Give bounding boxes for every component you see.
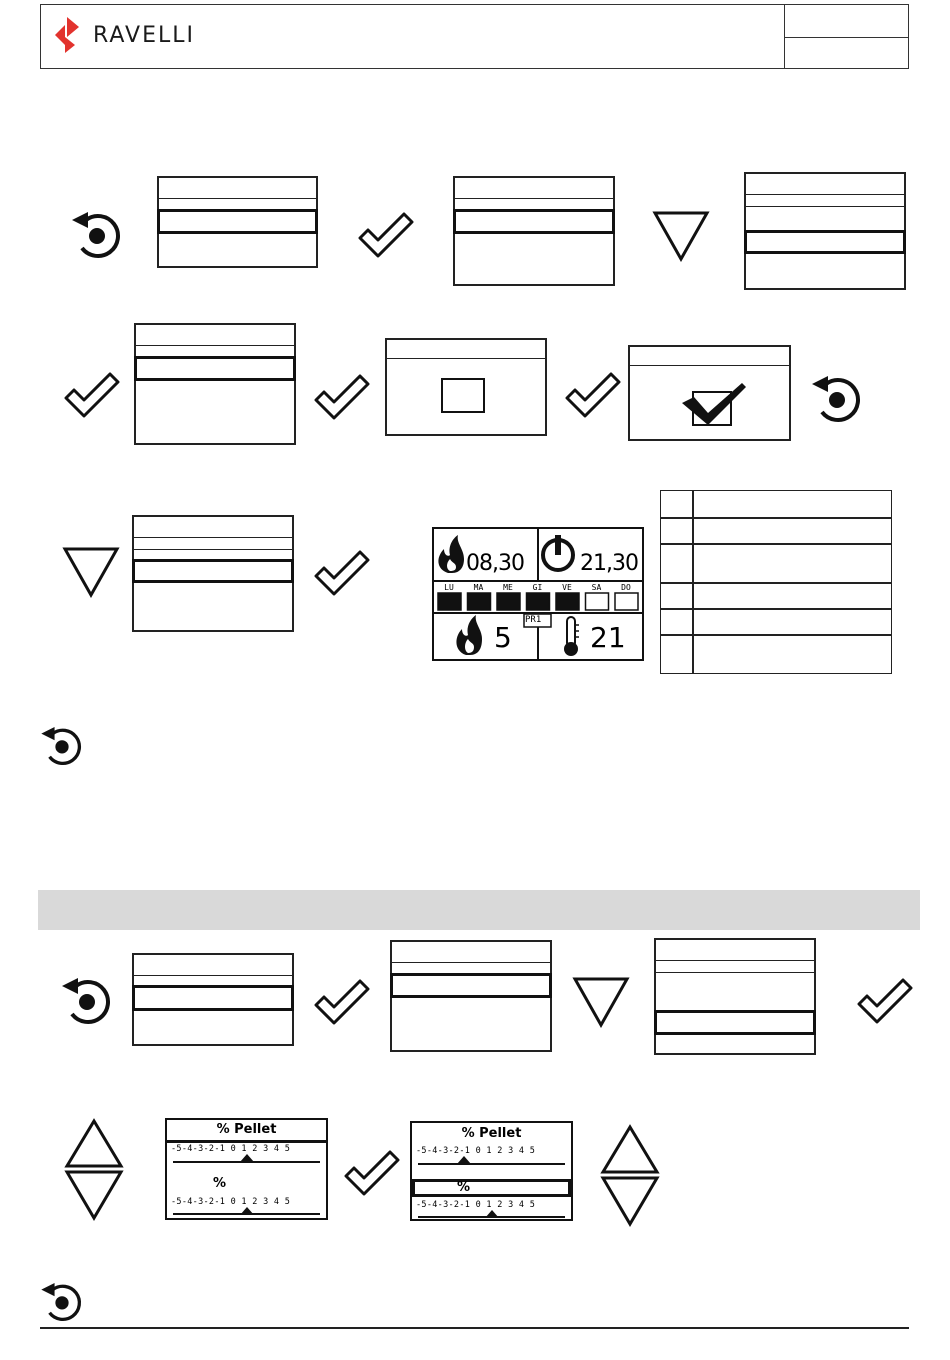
day-label: SA — [591, 583, 602, 592]
back-icon — [58, 972, 116, 1030]
pellet-title: % Pellet — [216, 1122, 277, 1137]
menu-screen-8 — [654, 938, 816, 1055]
menu-screen-1 — [157, 176, 318, 268]
stove-lcd-display — [432, 527, 644, 661]
thermometer-icon — [564, 617, 579, 656]
back-icon — [68, 206, 126, 264]
check-icon — [563, 370, 621, 420]
day-box — [438, 593, 461, 610]
on-time-value: 08,30 — [466, 551, 524, 576]
off-time-value: 21,30 — [580, 551, 638, 576]
up-down-icon — [64, 1118, 124, 1222]
pellet-scale-2: -5-4-3-2-1 0 1 2 3 4 5 — [416, 1200, 536, 1210]
back-icon — [38, 1278, 86, 1326]
day-label: LU — [444, 583, 454, 592]
check-icon — [342, 1148, 400, 1198]
back-icon — [38, 722, 86, 770]
program-badge: PR1 — [525, 615, 542, 625]
empty-checkbox — [441, 378, 485, 413]
menu-screen-7 — [390, 940, 552, 1052]
check-icon — [855, 976, 913, 1026]
day-label: MA — [473, 583, 484, 592]
day-box — [556, 593, 579, 610]
down-triangle-icon — [572, 976, 630, 1028]
menu-screen-5 — [132, 515, 294, 632]
check-icon — [312, 548, 370, 598]
checkbox-screen-empty — [385, 338, 547, 436]
menu-screen-2 — [453, 176, 615, 286]
day-box — [527, 593, 550, 610]
checkbox-screen-checked — [628, 345, 791, 441]
pellet-screen-2 — [410, 1121, 573, 1221]
day-box — [497, 593, 520, 610]
power-level-value: 5 — [494, 621, 512, 654]
menu-screen-3 — [744, 172, 906, 290]
section-header-bar — [38, 890, 920, 930]
brand-name: RAVELLI — [93, 23, 195, 48]
legend-table — [660, 490, 892, 674]
menu-screen-6 — [132, 953, 294, 1046]
percent-label: % — [213, 1176, 227, 1191]
day-label: DO — [621, 583, 631, 592]
ravelli-logo-icon — [53, 15, 81, 55]
flame-icon — [438, 535, 464, 573]
day-label: GI — [532, 583, 543, 592]
back-icon — [808, 370, 866, 428]
check-icon — [312, 977, 370, 1027]
power-level-flame-icon — [456, 615, 482, 655]
down-triangle-icon — [62, 546, 120, 598]
day-box — [586, 593, 609, 610]
check-icon — [62, 370, 120, 420]
pellet-screen-1 — [165, 1118, 328, 1220]
day-box — [615, 593, 638, 610]
pellet-title: % Pellet — [461, 1126, 522, 1141]
page-header — [40, 4, 909, 69]
down-triangle-icon — [652, 210, 710, 262]
pellet-scale-1: -5-4-3-2-1 0 1 2 3 4 5 — [416, 1146, 536, 1156]
day-label: VE — [562, 583, 572, 592]
up-down-icon — [600, 1124, 660, 1228]
menu-screen-4 — [134, 323, 296, 445]
pellet-scale-2: -5-4-3-2-1 0 1 2 3 4 5 — [171, 1197, 291, 1207]
check-mark-icon — [680, 381, 750, 429]
temperature-value: 21 — [590, 621, 626, 654]
percent-label: % — [457, 1180, 471, 1195]
footer-rule — [40, 1327, 909, 1329]
check-icon — [356, 210, 414, 260]
day-label: ME — [503, 583, 513, 592]
pellet-scale-1: -5-4-3-2-1 0 1 2 3 4 5 — [171, 1144, 291, 1154]
day-box — [468, 593, 491, 610]
power-icon — [543, 535, 573, 570]
check-icon — [312, 372, 370, 422]
